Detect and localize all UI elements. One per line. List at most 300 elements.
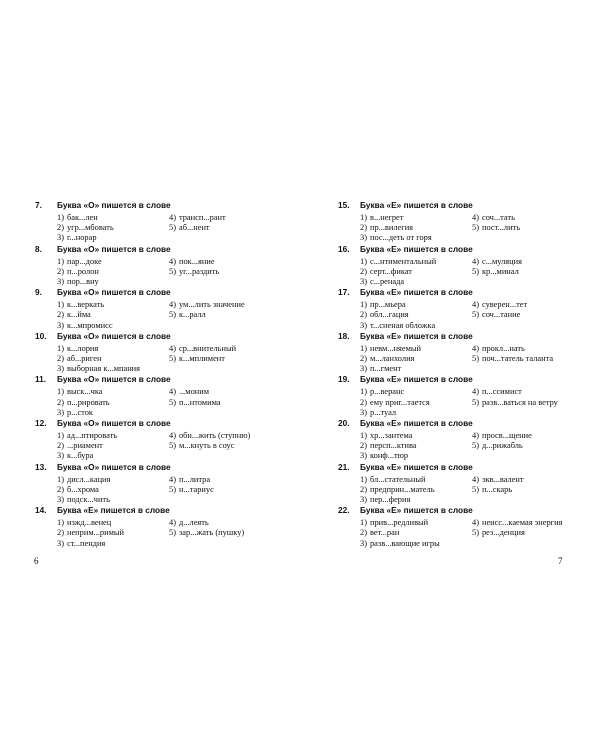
exercise-number: 14. [35, 505, 47, 516]
exercise-number: 9. [35, 287, 42, 298]
option-row [360, 364, 586, 374]
option-number: 1) [57, 300, 64, 310]
answer-options [57, 257, 283, 288]
option-number: 2) [360, 353, 367, 363]
exercise-number: 8. [35, 243, 42, 254]
option-number: 1) [57, 474, 64, 484]
option-word: с...ренада [369, 276, 405, 286]
option-number: 2) [360, 266, 367, 276]
option-word: д...леять [178, 518, 209, 528]
exercise-item [338, 287, 586, 331]
option-word: ему приг...тается [369, 397, 430, 407]
answer-option [169, 223, 281, 233]
option-word: к...бура [66, 451, 94, 461]
exercise-item [35, 418, 283, 462]
answer-option [57, 408, 169, 418]
option-word: персп...ктива [369, 441, 417, 451]
exercise-title: Буква «О» пишется в слове [57, 374, 171, 385]
exercise-title: Буква «О» пишется в слове [57, 287, 171, 298]
option-row [360, 387, 586, 397]
exercise-header [35, 374, 283, 387]
exercise-item [338, 374, 586, 418]
answer-option [57, 223, 169, 233]
option-row [360, 300, 586, 310]
answer-option [360, 387, 472, 397]
option-word: прив...редливый [369, 518, 429, 528]
exercise-number: 18. [338, 330, 350, 341]
option-number: 4) [472, 300, 479, 310]
option-word: неприм...римый [66, 528, 124, 538]
option-number: 3) [360, 538, 367, 548]
option-word: п...нтомима [178, 397, 221, 407]
option-row [360, 431, 586, 441]
answer-options [57, 344, 283, 375]
answer-option [472, 354, 584, 364]
answer-option [57, 321, 169, 331]
option-word: пер...ферия [369, 494, 411, 504]
answer-option [57, 528, 169, 538]
option-number: 5) [472, 397, 479, 407]
option-number: 4) [472, 387, 479, 397]
option-word: к...ралл [178, 310, 206, 320]
option-row [57, 528, 283, 538]
exercise-title: Буква «Е» пишется в слове [360, 287, 473, 298]
exercise-number: 15. [338, 200, 350, 210]
exercise-item [35, 200, 283, 244]
option-word: хр...зантема [369, 430, 413, 440]
answer-option [57, 441, 169, 451]
option-number: 1) [360, 300, 367, 310]
option-row [57, 223, 283, 233]
answer-option [169, 485, 281, 495]
exercise-title: Буква «Е» пишется в слове [360, 330, 473, 341]
answer-option [57, 257, 169, 267]
answer-option [360, 364, 472, 374]
option-word: п...литра [178, 474, 211, 484]
answer-option [360, 408, 472, 418]
exercise-item [35, 244, 283, 288]
option-row [360, 233, 586, 243]
option-word: р...сток [66, 407, 93, 417]
option-word: п...скарь [481, 484, 513, 494]
option-word: разв...вающие игры [369, 538, 440, 548]
answer-option [360, 277, 472, 287]
option-number: 4) [169, 256, 176, 266]
option-word: н...тариус [178, 484, 214, 494]
option-word: поч...татель таланта [481, 353, 554, 363]
option-number: 5) [472, 223, 479, 233]
option-number: 3) [57, 407, 64, 417]
answer-option [360, 321, 472, 331]
exercise-header [35, 287, 283, 300]
option-word: п...рировать [66, 397, 110, 407]
answer-option [169, 387, 281, 397]
option-number: 2) [57, 484, 64, 494]
option-number: 2) [360, 441, 367, 451]
answer-option [472, 300, 584, 310]
option-number: 2) [57, 266, 64, 276]
answer-options [57, 518, 283, 549]
exercise-title: Буква «Е» пишется в слове [360, 461, 473, 472]
option-number: 3) [360, 233, 367, 243]
answer-option [472, 431, 584, 441]
answer-option [472, 387, 584, 397]
option-row [360, 475, 586, 485]
exercise-number: 21. [338, 461, 350, 472]
answer-option [472, 257, 584, 267]
exercise-header [338, 374, 586, 387]
option-number: 1) [57, 387, 64, 397]
option-row [360, 310, 586, 320]
option-word: аб...нент [178, 223, 210, 233]
exercise-header [35, 462, 283, 475]
option-row [57, 364, 283, 374]
exercise-item [338, 244, 586, 288]
exercise-item [35, 374, 283, 418]
option-word: т...сненая обложка [369, 320, 436, 330]
option-number: 3) [360, 451, 367, 461]
option-word: пар...доке [66, 256, 102, 266]
option-word: р...туал [369, 407, 397, 417]
option-number: 1) [57, 518, 64, 528]
exercise-number: 22. [338, 505, 350, 516]
answer-option [57, 485, 169, 495]
option-word: разв...ваться на ветру [481, 397, 558, 407]
answer-option [169, 528, 281, 538]
exercise-number: 19. [338, 374, 350, 385]
answer-options [57, 387, 283, 418]
option-row [57, 354, 283, 364]
option-number: 5) [169, 353, 176, 363]
page-number-left: 6 [34, 556, 39, 566]
option-number: 3) [360, 320, 367, 330]
option-number: 4) [472, 213, 479, 222]
option-number: 2) [57, 310, 64, 320]
answer-options [360, 213, 586, 244]
option-row [57, 233, 283, 243]
answer-option [169, 257, 281, 267]
answer-option [57, 364, 169, 374]
exercise-item [35, 287, 283, 331]
answer-option [169, 213, 281, 223]
answer-option [169, 398, 281, 408]
option-number: 4) [472, 430, 479, 440]
option-number: 5) [169, 266, 176, 276]
option-word: вет...ран [369, 528, 400, 538]
answer-option [57, 233, 169, 243]
option-number: 3) [57, 451, 64, 461]
option-number: 4) [169, 387, 176, 397]
option-number: 4) [169, 474, 176, 484]
option-number: 5) [472, 528, 479, 538]
answer-option [57, 267, 169, 277]
option-number: 3) [57, 320, 64, 330]
option-word: пор...вну [66, 276, 99, 286]
option-number: 4) [472, 256, 479, 266]
option-number: 4) [169, 343, 176, 353]
option-number: 1) [360, 474, 367, 484]
option-word: прокл...нать [481, 343, 525, 353]
option-word: пос...деть от горя [369, 233, 432, 243]
option-number: 5) [169, 397, 176, 407]
option-word: р...веранс [369, 387, 405, 397]
answer-options [360, 300, 586, 331]
page-number-right: 7 [558, 556, 563, 566]
answer-option [360, 344, 472, 354]
answer-option [360, 300, 472, 310]
option-row [360, 451, 586, 461]
option-row [57, 310, 283, 320]
exercise-header [338, 418, 586, 431]
option-row [57, 451, 283, 461]
option-number: 1) [57, 343, 64, 353]
option-row [57, 441, 283, 451]
option-row [360, 485, 586, 495]
exercise-item [35, 505, 283, 549]
exercise-number: 7. [35, 200, 42, 210]
answer-option [360, 223, 472, 233]
exercise-title: Буква «Е» пишется в слове [360, 417, 473, 428]
option-word: ст...пендия [66, 538, 106, 548]
option-word: предприн...матель [369, 484, 435, 494]
option-row [360, 528, 586, 538]
option-word: д...рижабль [481, 441, 523, 451]
answer-option [57, 495, 169, 505]
option-word: ...риамент [66, 441, 103, 451]
option-word: невм...няемый [369, 343, 422, 353]
answer-option [57, 300, 169, 310]
option-row [360, 539, 586, 549]
option-word: соч...тание [481, 310, 521, 320]
option-word: п...ссимист [481, 387, 522, 397]
option-row [360, 344, 586, 354]
option-number: 3) [360, 494, 367, 504]
option-row [360, 213, 586, 223]
exercise-title: Буква «О» пишется в слове [57, 243, 171, 254]
option-word: зар...жать (пушку) [178, 528, 245, 538]
answer-option [360, 495, 472, 505]
exercise-item [35, 331, 283, 375]
option-number: 3) [360, 364, 367, 374]
option-number: 5) [472, 441, 479, 451]
option-row [360, 398, 586, 408]
answer-options [57, 213, 283, 244]
option-number: 2) [360, 310, 367, 320]
option-row [360, 408, 586, 418]
answer-option [169, 300, 281, 310]
option-word: бл...стательный [369, 474, 426, 484]
option-number: 2) [57, 528, 64, 538]
option-number: 3) [360, 407, 367, 417]
answer-option [472, 267, 584, 277]
option-number: 2) [57, 441, 64, 451]
exercise-header [338, 462, 586, 475]
option-number: 2) [360, 528, 367, 538]
option-number: 1) [57, 256, 64, 266]
answer-option [360, 213, 472, 223]
exercise-item [338, 505, 586, 549]
answer-options [360, 475, 586, 506]
exercise-title: Буква «О» пишется в слове [57, 330, 171, 341]
option-row [57, 475, 283, 485]
option-word: кр...минал [481, 266, 519, 276]
answer-option [57, 518, 169, 528]
answer-option [472, 310, 584, 320]
option-word: суверен...тет [481, 300, 528, 310]
exercise-number: 12. [35, 417, 47, 428]
left-page-column [35, 200, 283, 549]
answer-option [360, 310, 472, 320]
answer-option [169, 354, 281, 364]
answer-option [360, 441, 472, 451]
option-word: м...кнуть в соус [178, 441, 235, 451]
answer-option [472, 398, 584, 408]
right-page-column [338, 200, 586, 549]
option-word: конф...тюр [369, 451, 409, 461]
option-number: 1) [57, 213, 64, 222]
option-word: угр...мбовать [66, 223, 114, 233]
option-number: 4) [472, 518, 479, 528]
exercise-title: Буква «О» пишется в слове [57, 200, 171, 210]
option-row [57, 344, 283, 354]
answer-options [57, 475, 283, 506]
answer-options [57, 431, 283, 462]
exercise-item [35, 462, 283, 506]
exercise-number: 20. [338, 417, 350, 428]
option-number: 5) [169, 310, 176, 320]
option-number: 5) [169, 528, 176, 538]
exercise-title: Буква «Е» пишется в слове [360, 200, 473, 210]
option-row [57, 257, 283, 267]
exercise-number: 10. [35, 330, 47, 341]
answer-option [169, 441, 281, 451]
exercise-header [338, 200, 586, 213]
option-word: ...моним [178, 387, 210, 397]
option-row [57, 213, 283, 223]
option-number: 1) [57, 430, 64, 440]
exercise-header [35, 331, 283, 344]
option-number: 3) [57, 538, 64, 548]
answer-option [57, 344, 169, 354]
option-number: 1) [360, 387, 367, 397]
option-number: 1) [360, 213, 367, 222]
option-number: 4) [169, 300, 176, 310]
option-number: 4) [472, 343, 479, 353]
option-number: 4) [169, 518, 176, 528]
option-word: ср...внительный [178, 343, 237, 353]
option-row [360, 354, 586, 364]
answer-option [472, 344, 584, 354]
option-word: ад...птировать [66, 430, 118, 440]
answer-option [169, 475, 281, 485]
exercise-header [35, 505, 283, 518]
exercise-title: Буква «Е» пишется в слове [360, 374, 473, 385]
answer-option [57, 398, 169, 408]
option-number: 4) [169, 213, 176, 222]
option-row [57, 485, 283, 495]
exercise-header [35, 418, 283, 431]
exercise-title: Буква «Е» пишется в слове [360, 505, 473, 516]
exercise-title: Буква «Е» пишется в слове [57, 505, 170, 516]
option-number: 5) [169, 484, 176, 494]
option-word: к...йма [66, 310, 91, 320]
option-number: 3) [360, 276, 367, 286]
exercise-number: 13. [35, 461, 47, 472]
answer-option [472, 213, 584, 223]
option-row [57, 431, 283, 441]
option-word: пок...яние [178, 256, 215, 266]
option-number: 5) [472, 484, 479, 494]
exercise-item [338, 200, 586, 244]
exercise-title: Буква «О» пишется в слове [57, 461, 171, 472]
answer-option [169, 344, 281, 354]
option-number: 4) [472, 474, 479, 484]
option-row [360, 277, 586, 287]
option-word: б...хрома [66, 484, 99, 494]
option-word: серт...фикат [369, 266, 412, 276]
option-number: 2) [57, 223, 64, 233]
answer-option [169, 310, 281, 320]
option-row [360, 321, 586, 331]
answer-option [472, 518, 584, 528]
option-word: с...нтиментальный [369, 256, 437, 266]
option-word: пр...мьера [369, 300, 406, 310]
exercise-title: Буква «Е» пишется в слове [360, 243, 473, 254]
exercise-header [338, 244, 586, 257]
option-word: к...веркать [66, 300, 105, 310]
answer-option [57, 539, 169, 549]
option-word: пост...лить [481, 223, 521, 233]
option-row [360, 441, 586, 451]
answer-option [472, 441, 584, 451]
option-word: ум...лить значение [178, 300, 245, 310]
answer-option [360, 475, 472, 485]
answer-options [360, 257, 586, 288]
exercise-header [338, 505, 586, 518]
option-word: г...норар [66, 233, 97, 243]
option-number: 4) [169, 430, 176, 440]
answer-option [360, 398, 472, 408]
option-row [360, 257, 586, 267]
answer-option [57, 354, 169, 364]
option-number: 5) [472, 353, 479, 363]
exercise-item [338, 462, 586, 506]
option-word: просв...щение [481, 430, 532, 440]
option-word: рез...денция [481, 528, 525, 538]
option-row [57, 398, 283, 408]
option-word: изжд...венец [66, 518, 112, 528]
option-number: 1) [360, 430, 367, 440]
option-word: подск...чить [66, 494, 110, 504]
exercise-number: 11. [35, 374, 47, 385]
answer-options [360, 431, 586, 462]
answer-option [57, 475, 169, 485]
option-word: соч...тать [481, 213, 515, 222]
option-number: 1) [360, 518, 367, 528]
option-word: обн...жить (ступню) [178, 430, 251, 440]
answer-option [360, 518, 472, 528]
option-word: неисс...каемая энергия [481, 518, 563, 528]
option-number: 2) [57, 353, 64, 363]
option-word: к...мплимент [178, 353, 225, 363]
option-word: выборная к...мпания [66, 364, 141, 374]
option-row [57, 267, 283, 277]
answer-options [57, 300, 283, 331]
option-word: пр...вилегия [369, 223, 414, 233]
exercise-item [338, 418, 586, 462]
exercise-header [35, 244, 283, 257]
option-number: 1) [360, 343, 367, 353]
